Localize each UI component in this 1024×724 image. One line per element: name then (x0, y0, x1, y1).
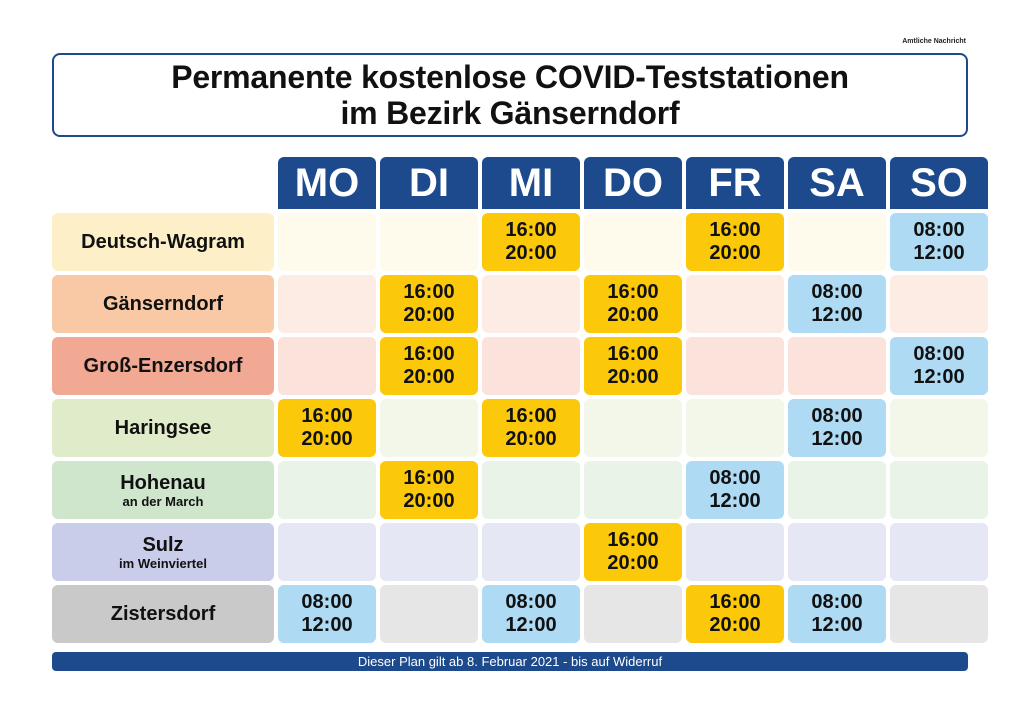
slot-start-time: 16:00 (709, 591, 761, 613)
time-slot-so (890, 337, 988, 395)
slot-end-time: 12:00 (505, 614, 557, 636)
slot-start-time: 08:00 (913, 343, 965, 365)
time-slot-fr (686, 213, 784, 271)
slot-end-time: 20:00 (301, 428, 353, 450)
location-name: Groß-Enzersdorf (83, 355, 243, 377)
time-slot-mi (482, 213, 580, 271)
slot-end-time: 20:00 (709, 614, 761, 636)
day-header-mi: MI (482, 157, 580, 209)
validity-footer: Dieser Plan gilt ab 8. Februar 2021 - bis auf Widerruf (52, 652, 968, 671)
slot-end-time: 20:00 (403, 490, 455, 512)
slot-start-time: 16:00 (301, 405, 353, 427)
slot-start-time: 08:00 (505, 591, 557, 613)
time-slot-mo (278, 399, 376, 457)
slot-end-time: 12:00 (301, 614, 353, 636)
title-line-1: Permanente kostenlose COVID-Teststationen (171, 59, 849, 95)
empty-cell (686, 337, 784, 395)
slot-end-time: 20:00 (505, 242, 557, 264)
empty-cell (380, 399, 478, 457)
time-slot-di (380, 275, 478, 333)
location-label (52, 399, 274, 457)
location-name: Hohenau (120, 471, 206, 494)
day-header-di: DI (380, 157, 478, 209)
slot-start-time: 16:00 (505, 219, 557, 241)
location-name: Deutsch-Wagram (81, 231, 245, 253)
empty-cell (890, 399, 988, 457)
slot-start-time: 16:00 (403, 343, 455, 365)
empty-cell (890, 275, 988, 333)
location-name: Gänserndorf (102, 293, 224, 315)
slot-start-time: 16:00 (709, 219, 761, 241)
empty-cell (686, 399, 784, 457)
time-slot-sa (788, 399, 886, 457)
time-slot-mo (278, 585, 376, 643)
slot-end-time: 20:00 (607, 366, 659, 388)
day-header-mo: MO (278, 157, 376, 209)
empty-cell (380, 213, 478, 271)
empty-cell (482, 461, 580, 519)
title-box (52, 53, 968, 137)
empty-cell (788, 523, 886, 581)
empty-cell (278, 523, 376, 581)
day-header-sa: SA (788, 157, 886, 209)
empty-cell (890, 461, 988, 519)
slot-end-time: 20:00 (505, 428, 557, 450)
slot-start-time: 16:00 (403, 281, 455, 303)
empty-cell (584, 399, 682, 457)
time-slot-fr (686, 585, 784, 643)
time-slot-sa (788, 585, 886, 643)
empty-cell (380, 585, 478, 643)
day-header-fr: FR (686, 157, 784, 209)
slot-start-time: 08:00 (811, 405, 863, 427)
location-label (52, 461, 274, 519)
empty-cell (788, 461, 886, 519)
slot-end-time: 12:00 (913, 242, 965, 264)
official-notice-label: Amtliche Nachricht (902, 38, 966, 45)
time-slot-do (584, 337, 682, 395)
grid-corner (52, 157, 274, 209)
time-slot-mi (482, 585, 580, 643)
location-label (52, 585, 274, 643)
time-slot-do (584, 275, 682, 333)
empty-cell (584, 213, 682, 271)
slot-start-time: 08:00 (811, 591, 863, 613)
time-slot-sa (788, 275, 886, 333)
slot-start-time: 16:00 (607, 343, 659, 365)
empty-cell (482, 275, 580, 333)
slot-end-time: 12:00 (811, 614, 863, 636)
location-name: Haringsee (114, 417, 212, 439)
empty-cell (686, 275, 784, 333)
slot-end-time: 20:00 (607, 552, 659, 574)
location-label (52, 275, 274, 333)
empty-cell (890, 523, 988, 581)
empty-cell (686, 523, 784, 581)
slot-end-time: 20:00 (403, 366, 455, 388)
time-slot-di (380, 337, 478, 395)
day-header-do: DO (584, 157, 682, 209)
slot-end-time: 12:00 (709, 490, 761, 512)
location-label (52, 337, 274, 395)
empty-cell (380, 523, 478, 581)
time-slot-di (380, 461, 478, 519)
slot-start-time: 16:00 (505, 405, 557, 427)
slot-end-time: 12:00 (811, 428, 863, 450)
location-name: Zistersdorf (110, 603, 216, 625)
location-subtitle: an der March (122, 493, 204, 509)
empty-cell (584, 585, 682, 643)
time-slot-so (890, 213, 988, 271)
location-subtitle: im Weinviertel (119, 555, 207, 571)
empty-cell (482, 337, 580, 395)
location-label (52, 523, 274, 581)
slot-end-time: 20:00 (709, 242, 761, 264)
slot-start-time: 16:00 (607, 281, 659, 303)
empty-cell (278, 461, 376, 519)
empty-cell (788, 337, 886, 395)
slot-start-time: 08:00 (913, 219, 965, 241)
time-slot-mi (482, 399, 580, 457)
slot-end-time: 12:00 (811, 304, 863, 326)
time-slot-fr (686, 461, 784, 519)
empty-cell (584, 461, 682, 519)
slot-start-time: 08:00 (811, 281, 863, 303)
slot-start-time: 16:00 (607, 529, 659, 551)
empty-cell (788, 213, 886, 271)
slot-end-time: 20:00 (607, 304, 659, 326)
empty-cell (278, 337, 376, 395)
empty-cell (278, 213, 376, 271)
empty-cell (890, 585, 988, 643)
day-header-so: SO (890, 157, 988, 209)
empty-cell (278, 275, 376, 333)
slot-start-time: 08:00 (709, 467, 761, 489)
location-name: Sulz (142, 533, 184, 556)
title-line-2: im Bezirk Gänserndorf (340, 95, 680, 131)
slot-start-time: 08:00 (301, 591, 353, 613)
slot-end-time: 12:00 (913, 366, 965, 388)
slot-end-time: 20:00 (403, 304, 455, 326)
slot-start-time: 16:00 (403, 467, 455, 489)
empty-cell (482, 523, 580, 581)
location-label (52, 213, 274, 271)
time-slot-do (584, 523, 682, 581)
schedule-grid (52, 157, 988, 643)
